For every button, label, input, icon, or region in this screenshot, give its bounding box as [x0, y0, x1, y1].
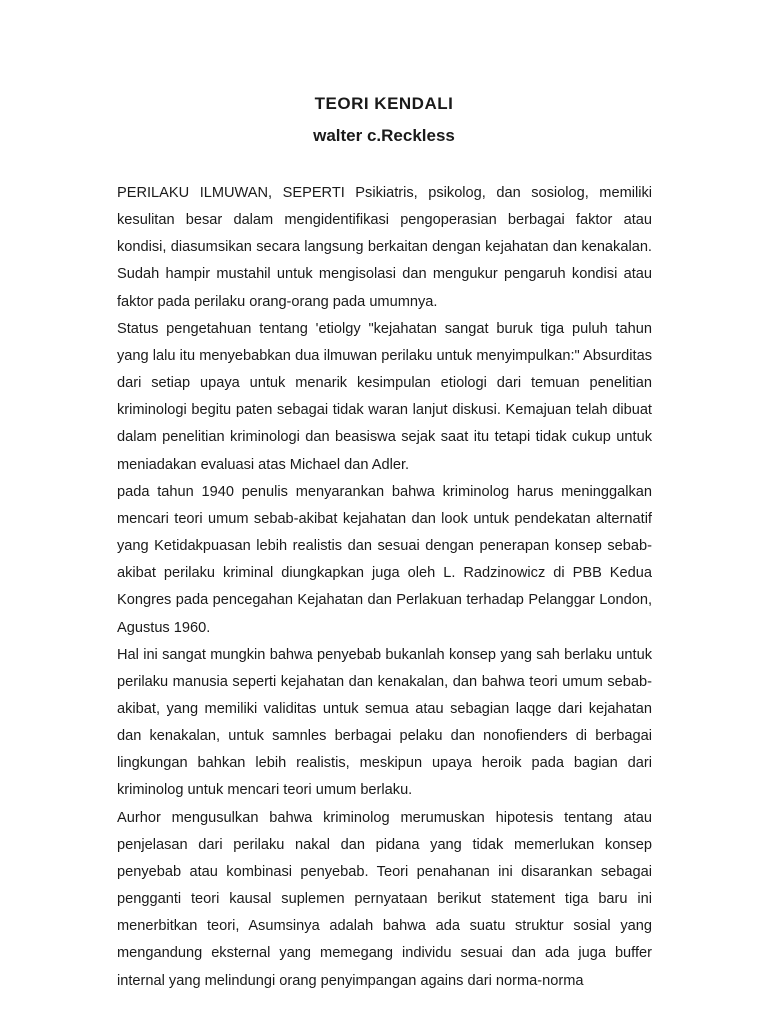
paragraph-3: pada tahun 1940 penulis menyarankan bahwa kriminolog harus meninggalkan mencari teori umum sebab-akibat kejahatan dan look untuk pendekatan alternatif yang Ketidakpuasan lebih realistis dan sesuai dengan penerapan konsep sebab-akibat perilaku kriminal diungkapkan juga oleh L. Radzinowicz di PBB Kedua Kongres pada pencegahan Kejahatan dan Perlakuan terhadap Pelanggar London, Agustus 1960.: [117, 483, 652, 636]
document-body: [117, 180, 652, 995]
paragraph-5: Aurhor mengusulkan bahwa kriminolog merumuskan hipotesis tentang atau penjelasan dari perilaku nakal dan pidana yang tidak memerlukan konsep penyebab atau kombinasi penyebab. Teori penahanan ini disarankan sebagai pengganti teori kausal suplemen pernyataan berikut statement tiga baru ini menerbitkan teori, Asumsinya adalah bahwa ada suatu struktur sosial yang mengandung eksternal yang memegang individu sesuai dan ada juga buffer internal yang melindungi orang penyimpangan agains dari norma-norma: [117, 809, 652, 989]
document-subtitle: walter c.Reckless: [313, 126, 455, 145]
paragraph-4: Hal ini sangat mungkin bahwa penyebab bukanlah konsep yang sah berlaku untuk perilaku manusia seperti kejahatan dan kenakalan, dan bahwa teori umum sebab-akibat, yang memiliki validitas untuk semua atau sebagian laqge dari kejahatan dan kenakalan, untuk samnles berbagai pelaku dan nonofienders di berbagai lingkungan bahkan lebih realistis, meskipun upaya heroik pada bagian dari kriminolog untuk mencari teori umum berlaku.: [117, 646, 652, 799]
document-title: TEORI KENDALI: [314, 94, 454, 113]
paragraph-2: Status pengetahuan tentang 'etiolgy "kejahatan sangat buruk tiga puluh tahun yang lalu itu menyebabkan dua ilmuwan perilaku untuk menyimpulkan:" Absurditas dari setiap upaya untuk menarik kesimpulan etiologi dari temuan penelitian kriminologi begitu paten sebagai tidak waran lanjut diskusi. Kemajuan telah dibuat dalam penelitian kriminologi dan beasiswa sejak saat itu tetapi tidak cukup untuk meniadakan evaluasi atas Michael dan Adler.: [117, 320, 652, 473]
paragraph-1: PERILAKU ILMUWAN, SEPERTI Psikiatris, psikolog, dan sosiolog, memiliki kesulitan besar dalam mengidentifikasi pengoperasian berbagai faktor atau kondisi, diasumsikan secara langsung berkaitan dengan kejahatan dan kenakalan. Sudah hampir mustahil untuk mengisolasi dan mengukur pengaruh kondisi atau faktor pada perilaku orang-orang pada umumnya.: [117, 185, 652, 310]
